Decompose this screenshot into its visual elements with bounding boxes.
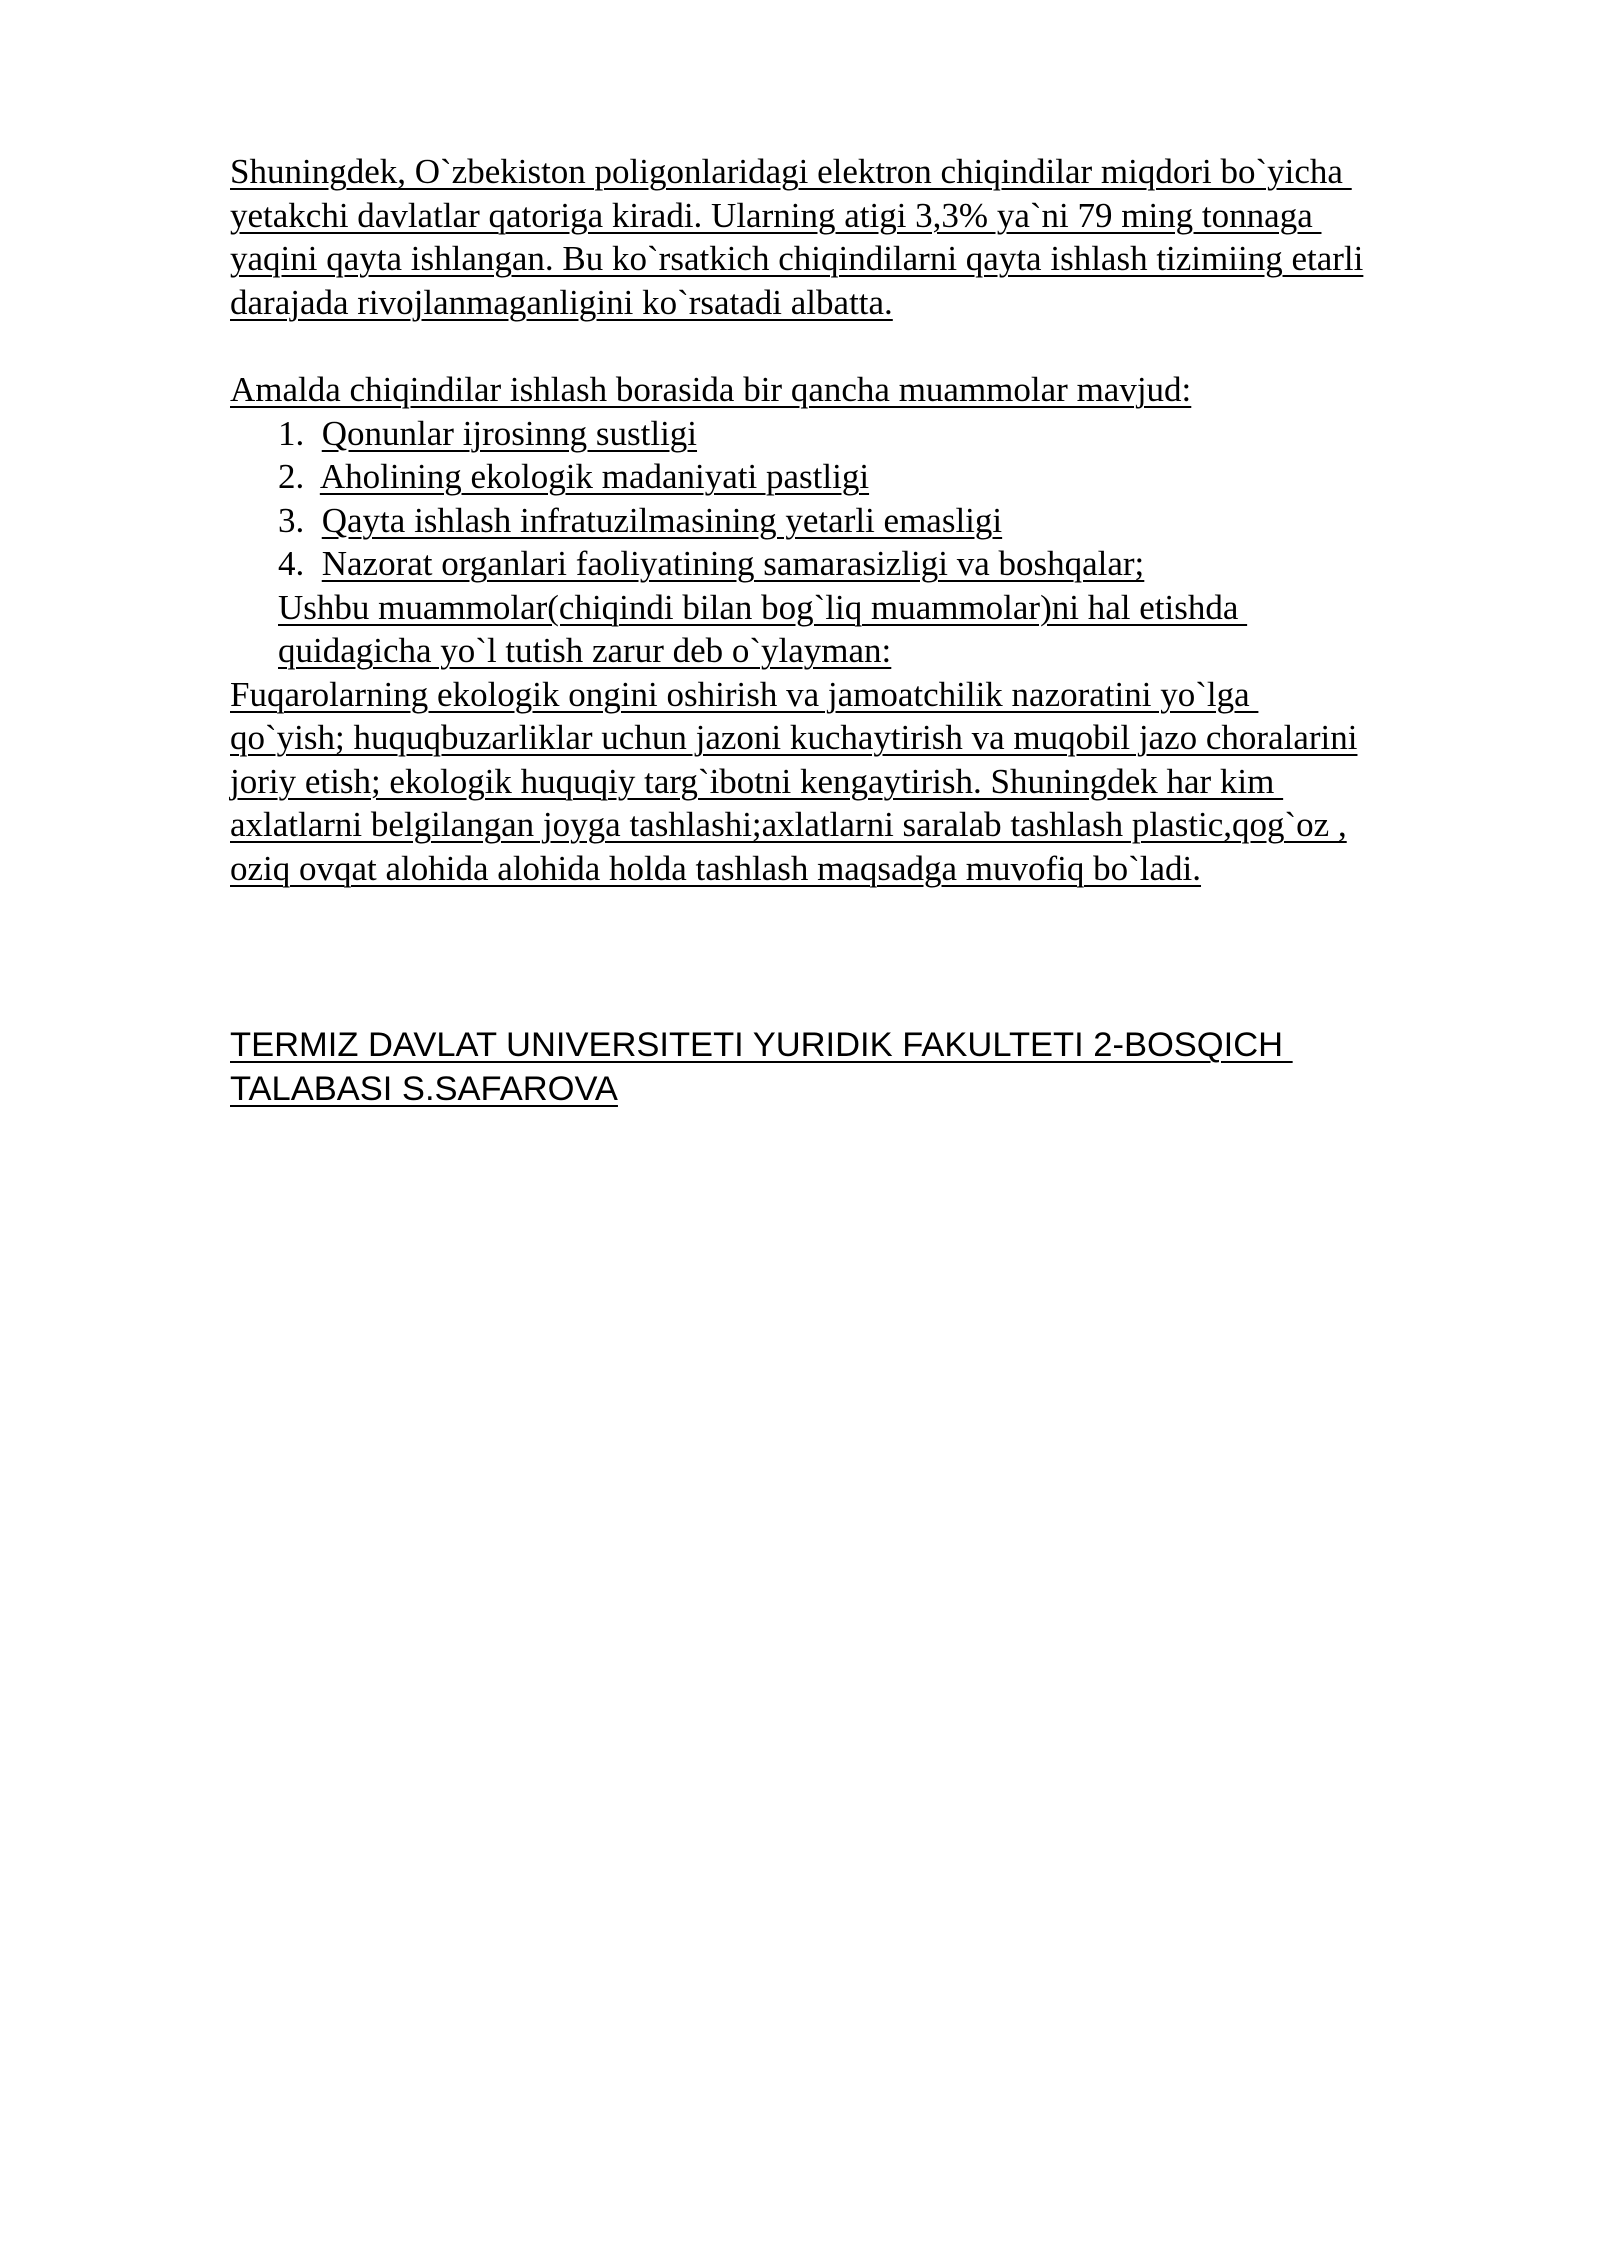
paragraph-line: darajada rivojlanmaganligini ko`rsatadi albatta. xyxy=(230,282,893,322)
paragraph-line: Fuqarolarning ekologik ongini oshirish va jamoatchilik nazoratini yo`lga xyxy=(230,674,1259,714)
list-number: 3. xyxy=(278,500,305,540)
signature-line: TALABASI S.SAFAROVA xyxy=(230,1070,618,1108)
list-number: 1. xyxy=(278,413,305,453)
followup-line: quidagicha yo`l tutish zarur deb o`ylayman: xyxy=(278,631,892,670)
list-item-text: Qonunlar ijrosinng sustligi xyxy=(321,413,698,453)
list-item xyxy=(230,455,1530,499)
list-item-text: Aholining ekologik madaniyati pastligi xyxy=(319,457,870,496)
list-item xyxy=(230,412,1530,456)
list-item xyxy=(230,499,1530,543)
paragraph-spacer xyxy=(230,324,1530,368)
problems-intro: Amalda chiqindilar ishlash borasida bir qancha muammolar mavjud: xyxy=(230,370,1192,409)
signature-line: TERMIZ DAVLAT UNIVERSITETI YURIDIK FAKULTETI 2-BOSQICH xyxy=(230,1026,1293,1064)
problems-list xyxy=(230,412,1530,586)
paragraph-line: axlatlarni belgilangan joyga tashlashi;axlatlarni saralab tashlash plastic,qog`oz , xyxy=(230,805,1347,844)
list-item xyxy=(230,542,1530,586)
problems-section xyxy=(230,368,1530,673)
paragraph-solutions xyxy=(230,673,1530,891)
list-item-text: Nazorat organlari faoliyatining samarasizligi va boshqalar; xyxy=(321,544,1145,583)
paragraph-line: yetakchi davlatlar qatoriga kiradi. Ularning atigi 3,3% ya`ni 79 ming tonnaga xyxy=(230,195,1322,235)
author-signature xyxy=(230,1023,1530,1111)
list-number: 4. xyxy=(278,544,305,583)
paragraph-line: yaqini qayta ishlangan. Bu ko`rsatkich chiqindilarni qayta ishlash tizimiing etarli xyxy=(230,239,1364,278)
followup-line: Ushbu muammolar(chiqindi bilan bog`liq muammolar)ni hal etishda xyxy=(278,587,1248,627)
paragraph-line: Shuningdek, O`zbekiston poligonlaridagi elektron chiqindilar miqdori bo`yicha xyxy=(230,152,1352,191)
list-number: 2. xyxy=(278,457,305,496)
document-body xyxy=(230,150,1530,890)
list-item-text: Qayta ishlash infratuzilmasining yetarli emasligi xyxy=(321,500,1003,540)
paragraph-line: qo`yish; huquqbuzarliklar uchun jazoni kuchaytirish va muqobil jazo choralarini xyxy=(230,718,1358,757)
paragraph-line: oziq ovqat alohida alohida holda tashlash maqsadga muvofiq bo`ladi. xyxy=(230,848,1202,888)
paragraph-line: joriy etish; ekologik huquqiy targ`ibotni kengaytirish. Shuningdek har kim xyxy=(230,761,1284,801)
paragraph-electronic-waste xyxy=(230,150,1530,324)
